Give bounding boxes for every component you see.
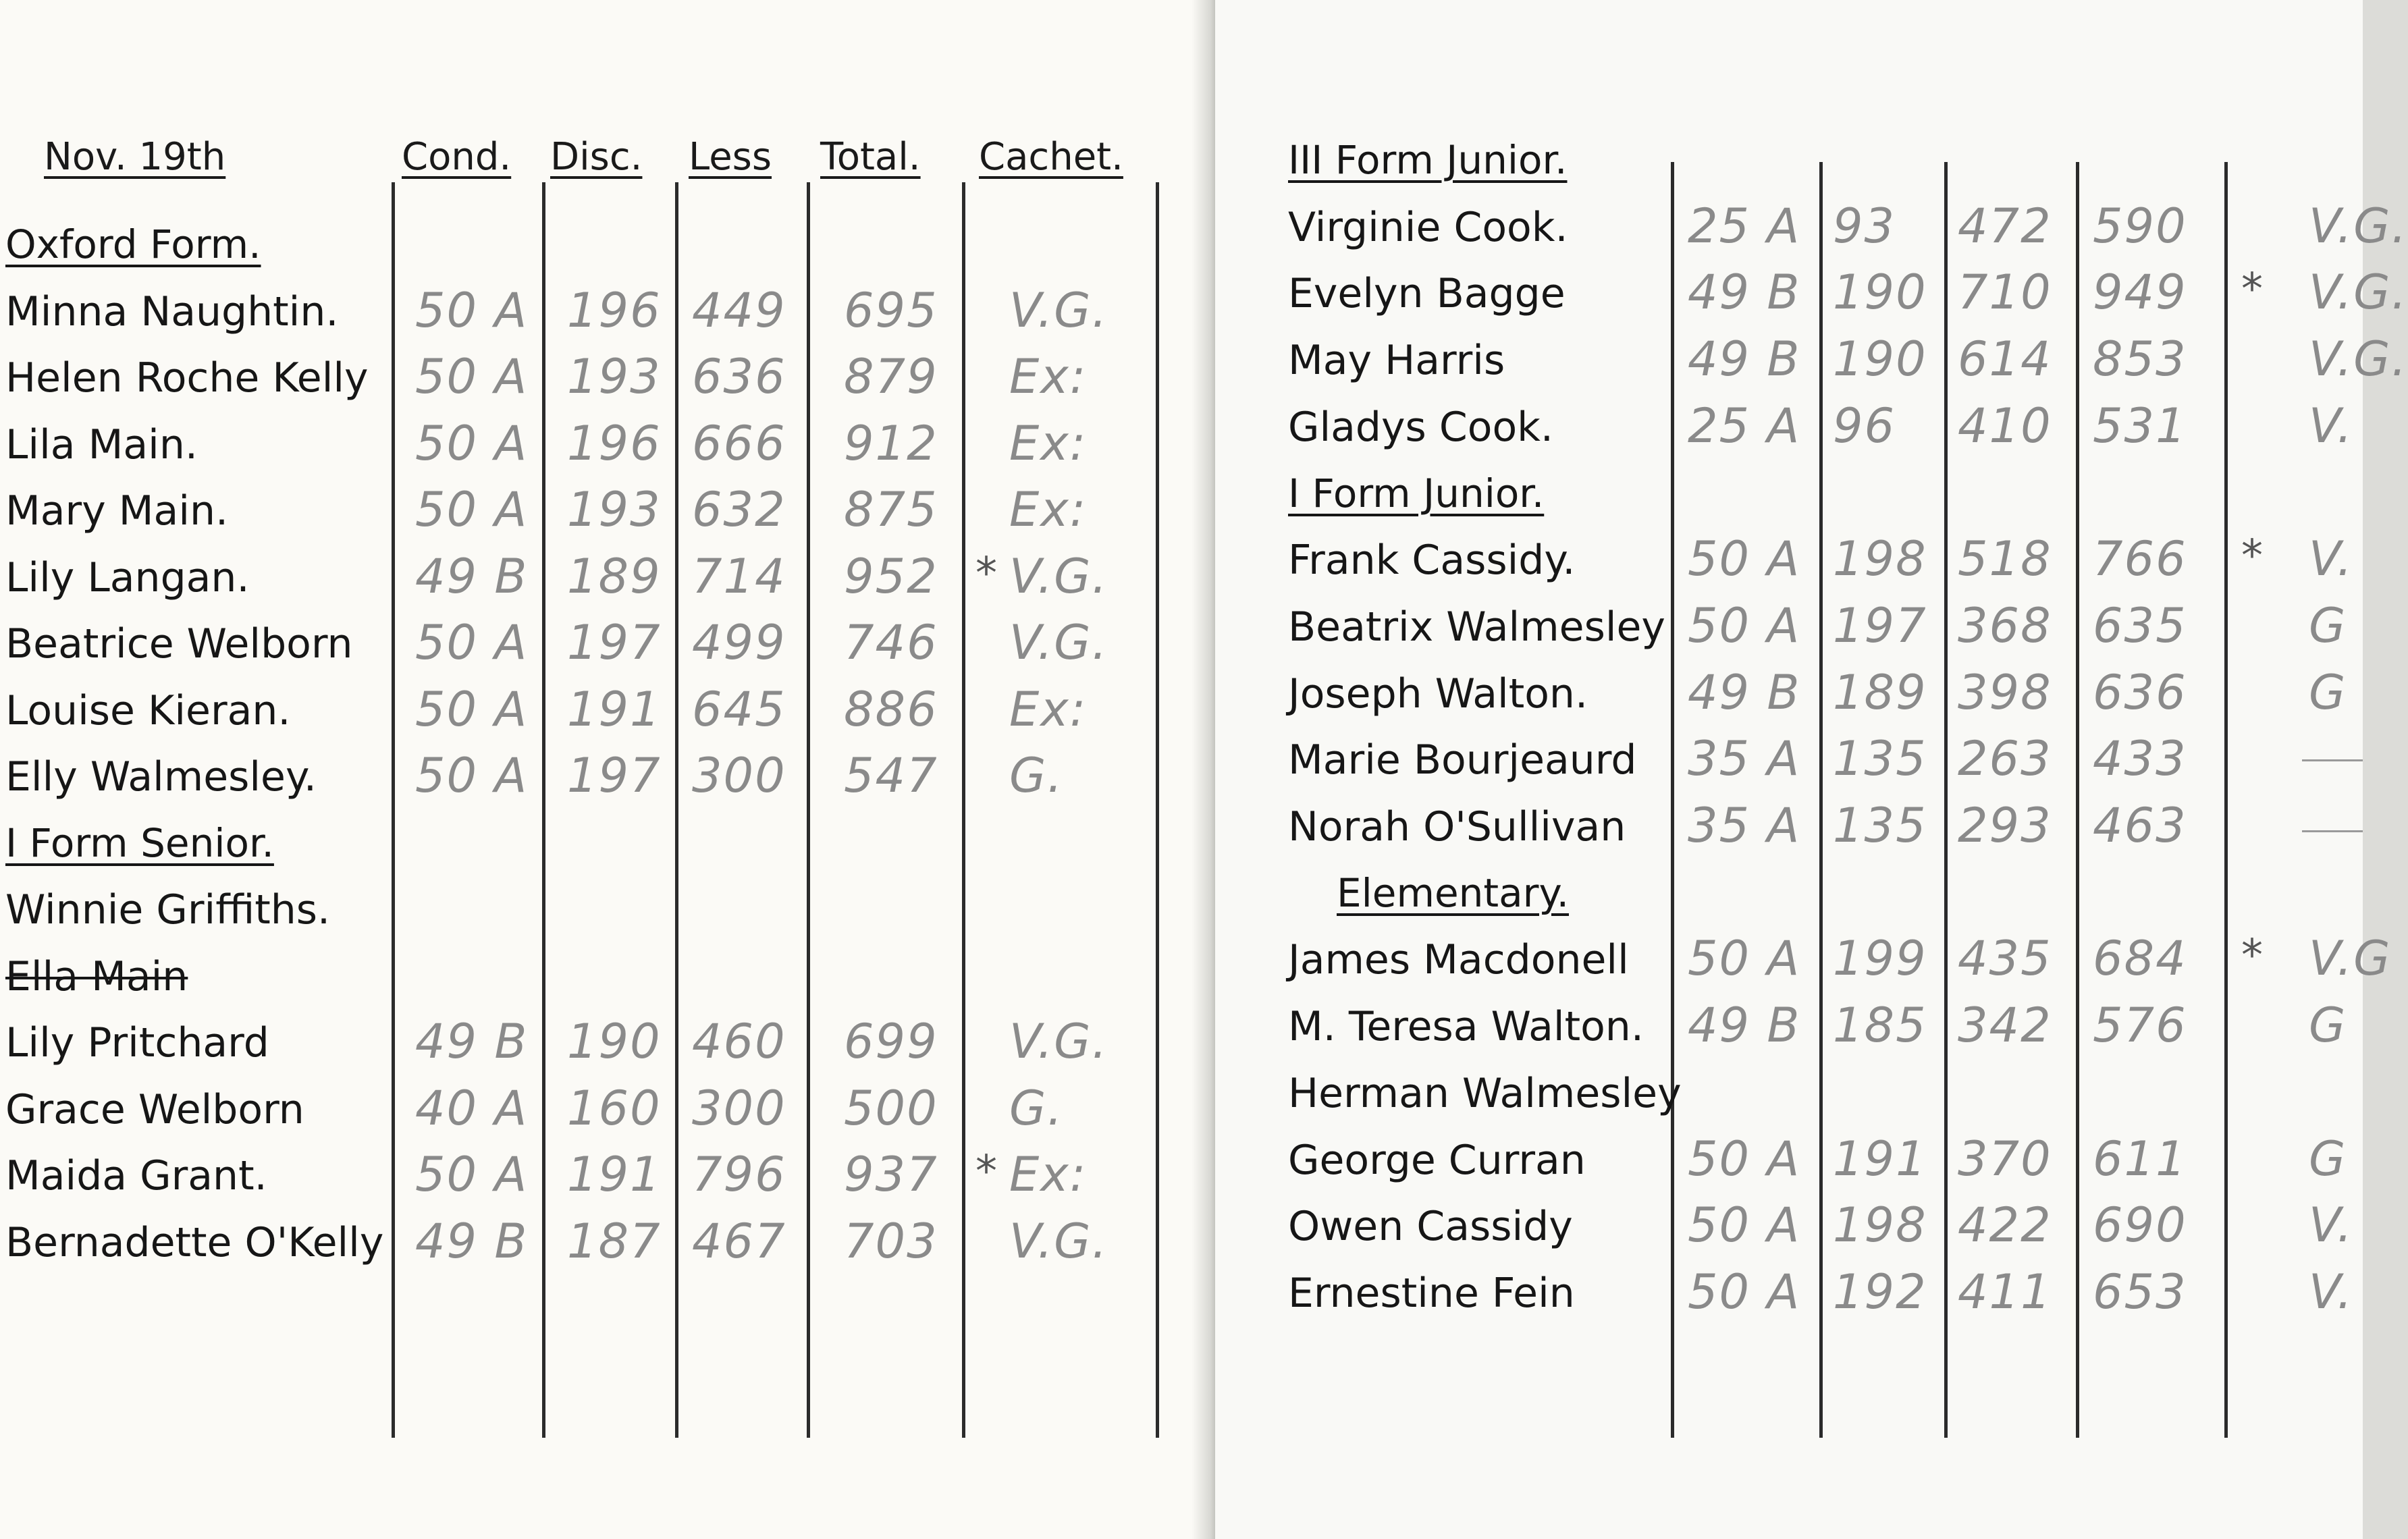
cell-less: 632 bbox=[692, 482, 786, 537]
ledger-row bbox=[1215, 398, 2363, 466]
ledger-row bbox=[0, 881, 1208, 948]
ledger-row bbox=[0, 549, 1208, 616]
student-name: Norah O'Sullivan bbox=[1288, 803, 1626, 850]
student-name: Marie Bourjeaurd bbox=[1288, 736, 1637, 784]
cell-cachet: V. bbox=[2309, 1264, 2354, 1320]
ledger-row bbox=[1215, 931, 2392, 998]
student-name: May Harris bbox=[1288, 337, 1505, 385]
cell-less: 398 bbox=[1958, 664, 2052, 720]
cell-cachet: Ex: bbox=[1009, 681, 1088, 737]
ledger-row bbox=[1215, 731, 2363, 799]
cell-cond: 35 A bbox=[1688, 731, 1801, 787]
cell-total: 463 bbox=[2093, 798, 2187, 853]
cell-cachet: V.G. bbox=[2309, 331, 2408, 387]
cell-cond: 50 A bbox=[415, 415, 529, 471]
cell-cachet: G. bbox=[1009, 748, 1064, 803]
cell-disc: 191 bbox=[1833, 1131, 1927, 1187]
asterisk-mark: * bbox=[975, 548, 997, 599]
cell-less: 614 bbox=[1958, 331, 2052, 387]
cell-less: 518 bbox=[1958, 531, 2052, 587]
asterisk-mark: * bbox=[2241, 265, 2263, 315]
ledger-row bbox=[0, 349, 1208, 416]
ledger-row bbox=[1215, 798, 2363, 865]
cell-disc: 199 bbox=[1833, 931, 1927, 987]
cell-cond: 50 A bbox=[415, 482, 529, 537]
student-name: Herman Walmesley bbox=[1288, 1069, 1682, 1117]
ledger-row bbox=[1215, 531, 2363, 599]
ledger-row bbox=[0, 283, 1208, 350]
cell-disc: 96 bbox=[1833, 398, 1896, 454]
cell-less: 342 bbox=[1958, 998, 2052, 1054]
student-name: Mary Main. bbox=[5, 487, 229, 535]
cell-disc: 191 bbox=[567, 1147, 662, 1202]
cell-total: 746 bbox=[844, 615, 938, 670]
student-name: Lila Main. bbox=[5, 421, 198, 468]
cell-total: 576 bbox=[2093, 998, 2187, 1054]
cell-less: 460 bbox=[692, 1014, 786, 1069]
cell-disc: 192 bbox=[1833, 1264, 1927, 1320]
ledger-row bbox=[0, 748, 1208, 815]
cell-total: 853 bbox=[2093, 331, 2187, 387]
cell-total: 879 bbox=[844, 349, 938, 404]
cell-disc: 196 bbox=[567, 282, 662, 338]
cell-cachet: G bbox=[2309, 998, 2347, 1054]
cell-total: 766 bbox=[2093, 531, 2187, 587]
student-name: Bernadette O'Kelly bbox=[5, 1218, 384, 1266]
cell-cond: 50 A bbox=[1688, 1264, 1801, 1320]
cell-disc: 198 bbox=[1833, 1197, 1927, 1253]
student-name: Lily Pritchard bbox=[5, 1019, 269, 1066]
cell-total: 500 bbox=[844, 1080, 938, 1136]
cell-disc: 190 bbox=[1833, 331, 1927, 387]
cell-cond: 50 A bbox=[415, 748, 529, 803]
cell-cond: 50 A bbox=[1688, 1131, 1801, 1187]
cell-cachet: V.G. bbox=[1009, 1014, 1108, 1069]
cell-disc: 197 bbox=[1833, 597, 1927, 653]
student-name: Evelyn Bagge bbox=[1288, 270, 1566, 318]
student-name: Gladys Cook. bbox=[1288, 403, 1553, 451]
ledger-row bbox=[1215, 665, 2363, 732]
cell-total: 635 bbox=[2093, 597, 2187, 653]
cell-less: 645 bbox=[692, 681, 786, 737]
cell-less: 370 bbox=[1958, 1131, 2052, 1187]
ledger-row bbox=[0, 1147, 1208, 1214]
cell-cond: 50 A bbox=[415, 681, 529, 737]
cell-disc: 135 bbox=[1833, 798, 1927, 853]
cell-total: 875 bbox=[844, 482, 938, 537]
cell-cond: 50 A bbox=[415, 1147, 529, 1202]
cell-disc: 185 bbox=[1833, 998, 1927, 1054]
cell-cachet: V.G. bbox=[2309, 265, 2408, 321]
cell-less: 714 bbox=[692, 548, 786, 604]
student-name: Maida Grant. bbox=[5, 1152, 267, 1199]
cell-disc: 193 bbox=[567, 482, 662, 537]
cell-cond: 49 B bbox=[415, 548, 529, 604]
cell-cond: 25 A bbox=[1688, 398, 1801, 454]
cell-total: 703 bbox=[844, 1213, 938, 1269]
cell-disc: 196 bbox=[567, 415, 662, 471]
cell-cachet: G bbox=[2309, 664, 2347, 720]
header-less: Less bbox=[689, 135, 772, 179]
cell-total: 531 bbox=[2093, 398, 2187, 454]
cell-total: 433 bbox=[2093, 731, 2187, 787]
cell-cachet: Ex: bbox=[1009, 349, 1088, 404]
cell-less: 293 bbox=[1958, 798, 2052, 853]
cell-total: 949 bbox=[2093, 265, 2187, 321]
section-heading: Oxford Form. bbox=[5, 221, 261, 267]
cell-cond: 50 A bbox=[415, 615, 529, 670]
cell-disc: 198 bbox=[1833, 531, 1927, 587]
student-name: Elly Walmesley. bbox=[5, 753, 317, 801]
cell-less: 422 bbox=[1958, 1197, 2052, 1253]
student-name: Frank Cassidy. bbox=[1288, 537, 1576, 585]
ledger-row bbox=[0, 482, 1208, 549]
cell-less: 411 bbox=[1958, 1264, 2052, 1320]
cell-cond: 49 B bbox=[1688, 998, 1801, 1054]
cell-cachet: V. bbox=[2309, 398, 2354, 454]
cell-cond: 50 A bbox=[415, 349, 529, 404]
cell-total: 653 bbox=[2093, 1264, 2187, 1320]
student-name: Winnie Griffiths. bbox=[5, 886, 331, 934]
cell-cond: 49 B bbox=[1688, 265, 1801, 321]
cell-total: 690 bbox=[2093, 1197, 2187, 1253]
header-cond: Cond. bbox=[402, 135, 512, 179]
cell-disc: 187 bbox=[567, 1213, 662, 1269]
student-name: Beatrice Welborn bbox=[5, 620, 353, 668]
student-name: Minna Naughtin. bbox=[5, 288, 339, 335]
cell-cachet: V. bbox=[2309, 531, 2354, 587]
cell-cachet: G bbox=[2309, 597, 2347, 653]
cell-cond: 50 A bbox=[1688, 1197, 1801, 1253]
cell-total: 912 bbox=[844, 415, 938, 471]
ledger-row bbox=[0, 682, 1208, 749]
cell-less: 435 bbox=[1958, 931, 2052, 987]
cell-cond: 25 A bbox=[1688, 198, 1801, 254]
cell-cachet: Ex: bbox=[1009, 415, 1088, 471]
student-name: Owen Cassidy bbox=[1288, 1203, 1573, 1251]
section-heading: Elementary. bbox=[1337, 869, 1570, 916]
cell-cond: 50 A bbox=[1688, 531, 1801, 587]
section-heading: I Form Senior. bbox=[5, 819, 274, 866]
student-name: M. Teresa Walton. bbox=[1288, 1003, 1644, 1051]
cell-cond: 49 B bbox=[415, 1213, 529, 1269]
cell-disc: 189 bbox=[567, 548, 662, 604]
student-name: Grace Welborn bbox=[5, 1085, 304, 1133]
cell-cond: 49 B bbox=[415, 1014, 529, 1069]
ledger-row bbox=[1215, 1064, 2363, 1132]
ledger-row bbox=[1215, 265, 2408, 332]
section-heading: I Form Junior. bbox=[1288, 470, 1545, 516]
cell-cachet: V.G. bbox=[2309, 198, 2408, 254]
cell-less: 472 bbox=[1958, 198, 2052, 254]
cell-cachet: V. bbox=[2309, 1197, 2354, 1253]
cell-less: 368 bbox=[1958, 597, 2052, 653]
cell-less: 410 bbox=[1958, 398, 2052, 454]
student-name: George Curran bbox=[1288, 1136, 1586, 1184]
ledger-row bbox=[0, 416, 1208, 483]
section-row bbox=[1215, 132, 2363, 199]
cell-less: 499 bbox=[692, 615, 786, 670]
cell-cond: 35 A bbox=[1688, 798, 1801, 853]
right-page bbox=[1215, 0, 2408, 1539]
student-name: Ella Main bbox=[5, 952, 188, 1000]
asterisk-mark: * bbox=[2241, 531, 2263, 582]
cell-less: 796 bbox=[692, 1147, 786, 1202]
date-header: Nov. 19th bbox=[44, 135, 226, 179]
cell-disc: 190 bbox=[1833, 265, 1927, 321]
cell-disc: 160 bbox=[567, 1080, 662, 1136]
student-name: Ernestine Fein bbox=[1288, 1269, 1575, 1317]
cell-less: 467 bbox=[692, 1213, 786, 1269]
student-name: Lily Langan. bbox=[5, 554, 250, 601]
cell-total: 699 bbox=[844, 1014, 938, 1069]
header-disc: Disc. bbox=[550, 135, 643, 179]
ledger-row bbox=[1215, 998, 2363, 1065]
cell-disc: 197 bbox=[567, 615, 662, 670]
cell-total: 590 bbox=[2093, 198, 2187, 254]
cell-less: 449 bbox=[692, 282, 786, 338]
cell-total: 695 bbox=[844, 282, 938, 338]
cell-cachet: V.G. bbox=[1009, 282, 1108, 338]
cell-cachet: V.G. bbox=[1009, 615, 1108, 670]
cell-cachet: Ex: bbox=[1009, 482, 1088, 537]
cell-cachet: Ex: bbox=[1009, 1147, 1088, 1202]
cell-less: 263 bbox=[1958, 731, 2052, 787]
cell-less: 300 bbox=[692, 748, 786, 803]
student-name: Beatrix Walmesley bbox=[1288, 603, 1665, 651]
asterisk-mark: * bbox=[2241, 931, 2263, 981]
cell-cachet: V.G. bbox=[1009, 1213, 1108, 1269]
section-row bbox=[1215, 865, 2363, 932]
ledger-row bbox=[0, 1081, 1208, 1148]
cell-total: 937 bbox=[844, 1147, 938, 1202]
cell-total: 636 bbox=[2093, 664, 2187, 720]
cell-cond: 40 A bbox=[415, 1080, 529, 1136]
cell-disc: 190 bbox=[567, 1014, 662, 1069]
cell-less: 300 bbox=[692, 1080, 786, 1136]
cell-cachet: G bbox=[2309, 1131, 2347, 1187]
cell-cond: 50 A bbox=[415, 282, 529, 338]
section-row bbox=[0, 216, 1208, 284]
student-name: James Macdonell bbox=[1288, 936, 1629, 984]
ledger-row bbox=[1215, 331, 2408, 399]
cell-cachet: V.G bbox=[2309, 931, 2392, 987]
cell-disc: 93 bbox=[1833, 198, 1896, 254]
cell-cond: 50 A bbox=[1688, 931, 1801, 987]
ledger-row bbox=[0, 948, 1208, 1015]
cell-total: 547 bbox=[844, 748, 938, 803]
ledger-row bbox=[1215, 598, 2363, 666]
header-cachet: Cachet. bbox=[979, 135, 1123, 179]
section-row bbox=[1215, 465, 2363, 533]
cell-total: 952 bbox=[844, 548, 938, 604]
cell-disc: 193 bbox=[567, 349, 662, 404]
cell-disc: 135 bbox=[1833, 731, 1927, 787]
cell-less: 710 bbox=[1958, 265, 2052, 321]
ledger-row bbox=[1215, 1131, 2363, 1199]
student-name: Joseph Walton. bbox=[1288, 670, 1588, 718]
student-name: Helen Roche Kelly bbox=[5, 354, 369, 402]
ledger-row bbox=[1215, 198, 2408, 266]
cell-disc: 189 bbox=[1833, 664, 1927, 720]
cell-cond: 50 A bbox=[1688, 597, 1801, 653]
header-total: Total. bbox=[820, 135, 921, 179]
section-heading: III Form Junior. bbox=[1288, 137, 1568, 183]
cell-cond: 49 B bbox=[1688, 331, 1801, 387]
ledger-row bbox=[0, 615, 1208, 682]
cell-cachet: V.G. bbox=[1009, 548, 1108, 604]
section-row bbox=[0, 815, 1208, 882]
ledger-row bbox=[0, 1014, 1208, 1081]
cell-disc: 191 bbox=[567, 681, 662, 737]
cell-cachet: G. bbox=[1009, 1080, 1064, 1136]
ledger-row bbox=[1215, 1264, 2363, 1332]
cell-disc: 197 bbox=[567, 748, 662, 803]
cell-total: 684 bbox=[2093, 931, 2187, 987]
cell-less: 666 bbox=[692, 415, 786, 471]
cell-total: 886 bbox=[844, 681, 938, 737]
cell-less: 636 bbox=[692, 349, 786, 404]
cell-cond: 49 B bbox=[1688, 664, 1801, 720]
student-name: Louise Kieran. bbox=[5, 686, 291, 734]
cell-total: 611 bbox=[2093, 1131, 2187, 1187]
ledger-row bbox=[0, 1214, 1208, 1281]
asterisk-mark: * bbox=[975, 1147, 997, 1197]
ledger-row bbox=[1215, 1197, 2363, 1265]
student-name: Virginie Cook. bbox=[1288, 203, 1568, 251]
